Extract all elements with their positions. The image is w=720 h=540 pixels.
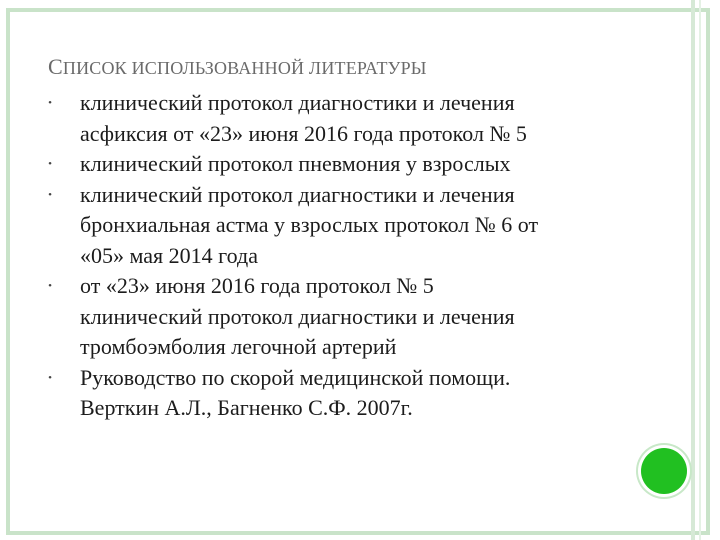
bullet-icon: • <box>48 371 52 384</box>
reference-list <box>44 88 664 424</box>
reference-item <box>44 149 664 180</box>
reference-item <box>44 271 664 363</box>
reference-text: клинический протокол пневмония у взрослых <box>80 151 511 176</box>
bullet-icon: • <box>48 158 52 170</box>
reference-item <box>44 363 664 424</box>
bullet-icon: • <box>48 188 52 201</box>
green-circle-decoration <box>641 448 687 494</box>
reference-text: клинический протокол диагностики и лечения асфиксия от «23» июня 2016 года протокол № 5 <box>80 90 527 146</box>
bullet-icon: • <box>48 97 52 109</box>
slide-right-rail-inner <box>699 0 701 540</box>
slide-title <box>48 54 427 80</box>
slide-title-rest: ПИСОК ИСПОЛЬЗОВАННОЙ ЛИТЕРАТУРЫ <box>62 58 427 78</box>
reference-text: Руководство по скорой медицинской помощи. Верткин А.Л., Багненко С.Ф. 2007г. <box>80 364 511 420</box>
reference-text: от «23» июня 2016 года протокол № 5 клинический протокол диагностики и лечения тромбоэмболия легочной артерий <box>80 273 515 359</box>
reference-item <box>44 88 664 149</box>
reference-item <box>44 180 664 272</box>
slide-title-first-letter: С <box>48 54 63 79</box>
reference-text: клинический протокол диагностики и лечения бронхиальная астма у взрослых протокол № 6 от «05» мая 2014 года <box>80 181 539 268</box>
bullet-icon: • <box>48 280 52 292</box>
slide-right-rail <box>691 0 695 540</box>
